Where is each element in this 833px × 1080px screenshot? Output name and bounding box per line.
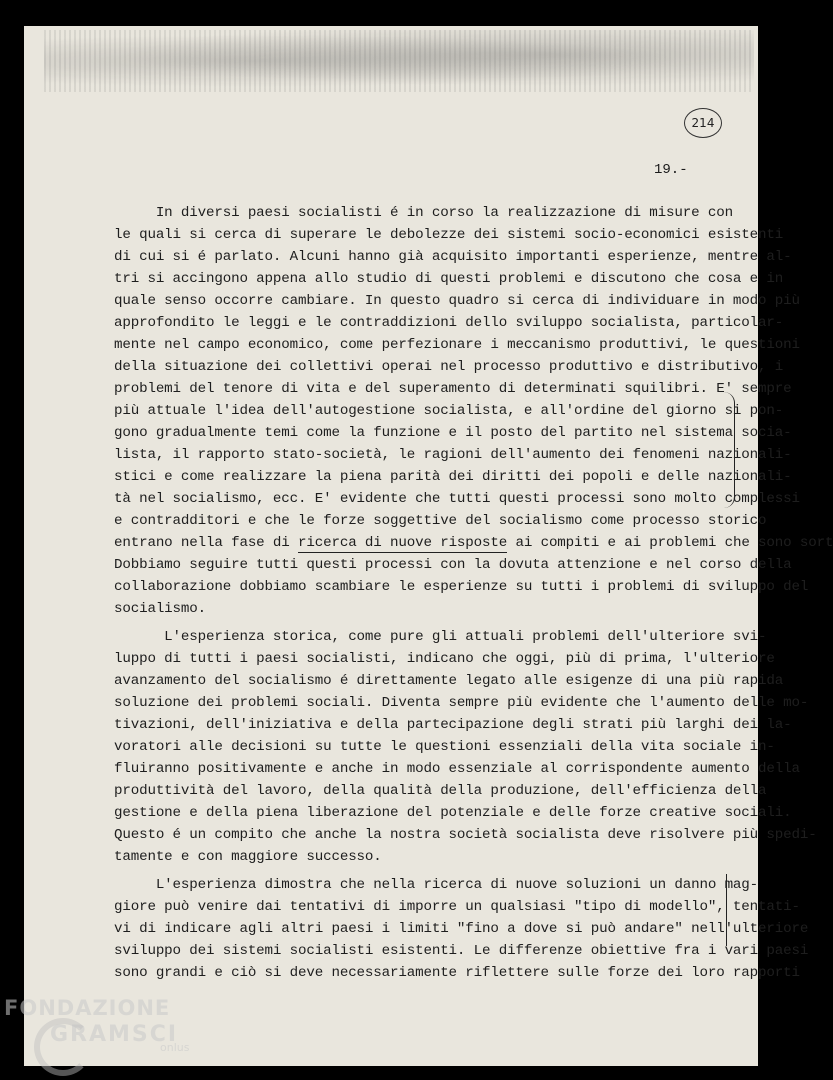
paragraph-2 bbox=[114, 626, 817, 868]
text-line: tà nel socialismo, ecc. E' evidente che tutti questi processi sono molto complessi bbox=[114, 491, 800, 507]
text-line: lista, il rapporto stato-società, le ragioni dell'aumento dei fenomeni nazionali- bbox=[114, 447, 792, 463]
text-line: tamente e con maggiore successo. bbox=[114, 849, 382, 865]
text-line: quale senso occorre cambiare. In questo quadro si cerca di individuare in modo più bbox=[114, 293, 800, 309]
paragraph-1-continued bbox=[114, 554, 809, 620]
text-line: e contradditori e che le forze soggettive del socialismo come processo storico bbox=[114, 513, 767, 529]
text-line: le quali si cerca di superare le debolezze dei sistemi socio-economici esistenti bbox=[114, 227, 784, 243]
text-line: luppo di tutti i paesi socialisti, indicano che oggi, più di prima, l'ulteriore bbox=[114, 651, 775, 667]
margin-bracket bbox=[724, 392, 735, 508]
text-line: sviluppo dei sistemi socialisti esistenti. Le differenze obiettive fra i vari paesi bbox=[114, 943, 809, 959]
archive-stamp: 214 bbox=[684, 108, 722, 138]
text-line: giore può venire dai tentativi di imporre un qualsiasi "tipo di modello", tentati- bbox=[114, 899, 800, 915]
scan-artifact-band bbox=[44, 30, 754, 92]
text-line: avanzamento del socialismo é direttamente legato alle esigenze di una più rapida bbox=[114, 673, 784, 689]
text-line: gono gradualmente temi come la funzione e il posto del partito nel sistema socia- bbox=[114, 425, 792, 441]
text-line: approfondito le leggi e le contraddizioni dello sviluppo socialista, particolar- bbox=[114, 315, 784, 331]
text-line: fluiranno positivamente e anche in modo essenziale al corrispondente aumento della bbox=[114, 761, 800, 777]
handwritten-underline: ricerca di nuove risposte bbox=[298, 535, 508, 551]
text-line: L'esperienza dimostra che nella ricerca di nuove soluzioni un danno mag- bbox=[114, 877, 759, 893]
fondazione-gramsci-watermark: FONDAZIONE GRAMSCI onlus bbox=[4, 996, 204, 1076]
text-line: sono grandi e ciò si deve necessariamente riflettere sulle forze dei loro rapporti bbox=[114, 965, 800, 981]
text-line: mente nel campo economico, come perfezionare i meccanismo produttivi, le questioni bbox=[114, 337, 800, 353]
text-line: voratori alle decisioni su tutte le questioni essenziali della vita sociale in- bbox=[114, 739, 775, 755]
paragraph-3 bbox=[114, 874, 809, 984]
margin-line bbox=[726, 874, 727, 946]
underlined-line: entrano nella fase di ricerca di nuove risposte ai compiti e ai problemi che sono sort bbox=[114, 535, 833, 551]
text-line: stici e come realizzare la piena parità dei diritti dei popoli e delle nazionali- bbox=[114, 469, 792, 485]
body-text bbox=[114, 202, 833, 984]
paragraph-1 bbox=[114, 202, 800, 532]
document-page bbox=[24, 26, 833, 1066]
text-line: Questo é un compito che anche la nostra società socialista deve risolvere più spedi- bbox=[114, 827, 817, 843]
text-line: Dobbiamo seguire tutti questi processi con la dovuta attenzione e nel corso della bbox=[114, 557, 792, 573]
text-line: problemi del tenore di vita e del superamento di determinati squilibri. E' sempre bbox=[114, 381, 792, 397]
text-line: vi di indicare agli altri paesi i limiti "fino a dove si può andare" nell'ulteriore bbox=[114, 921, 809, 937]
text-line: L'esperienza storica, come pure gli attuali problemi dell'ulteriore svi- bbox=[114, 629, 767, 645]
text-line: tri si accingono appena allo studio di questi problemi e discutono che cosa e in bbox=[114, 271, 784, 287]
text-line: di cui si é parlato. Alcuni hanno già acquisito importanti esperienze, mentre al- bbox=[114, 249, 792, 265]
text-line: gestione e della piena liberazione del potenziale e delle forze creative sociali. bbox=[114, 805, 792, 821]
text-line: collaborazione dobbiamo scambiare le esperienze su tutti i problemi di sviluppo del bbox=[114, 579, 809, 595]
text-line: più attuale l'idea dell'autogestione socialista, e all'ordine del giorno si pon- bbox=[114, 403, 784, 419]
watermark-logo-icon bbox=[34, 1018, 92, 1076]
text-line: soluzione dei problemi sociali. Diventa sempre più evidente che l'aumento delle mo- bbox=[114, 695, 809, 711]
text-line: produttività del lavoro, della qualità della produzione, dell'efficienza della bbox=[114, 783, 767, 799]
text-line: tivazioni, dell'iniziativa e della partecipazione degli strati più larghi dei la- bbox=[114, 717, 792, 733]
text-line: della situazione dei collettivi operai nel processo produttivo e distributivo, i bbox=[114, 359, 784, 375]
text-line: In diversi paesi socialisti é in corso la realizzazione di misure con bbox=[114, 205, 733, 221]
page-number: 19.- bbox=[654, 162, 688, 178]
text-line: socialismo. bbox=[114, 601, 207, 617]
